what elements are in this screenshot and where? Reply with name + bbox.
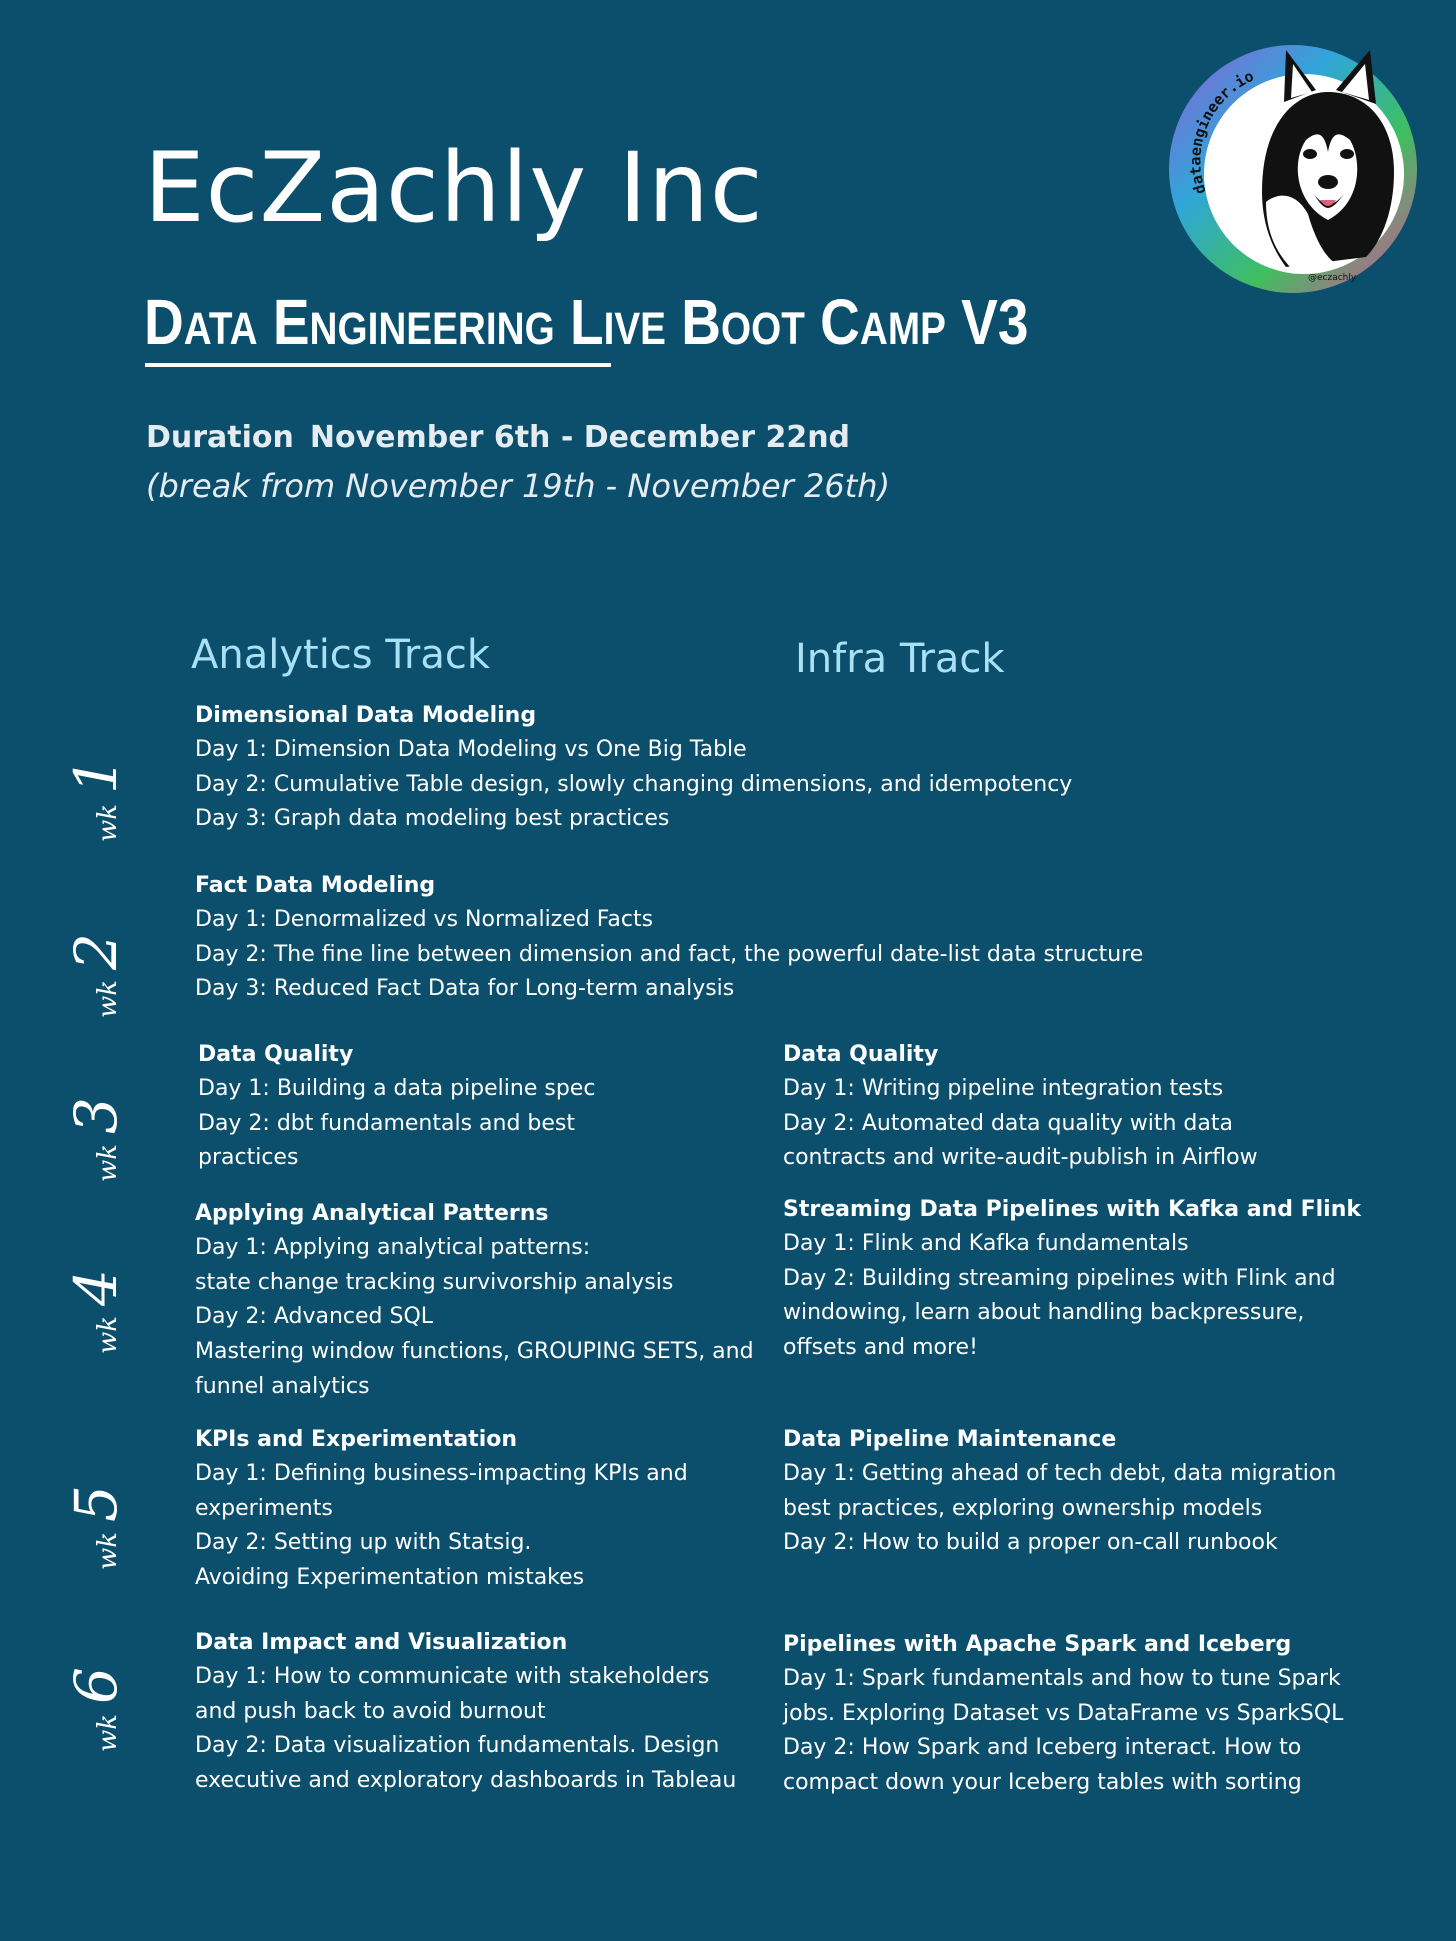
infra-block-spark-iceberg xyxy=(783,1628,1343,1801)
dataengineer-logo xyxy=(1166,42,1420,296)
infra-track-header: Infra Track xyxy=(795,636,1005,682)
block-line: windowing, learn about handling backpressure, xyxy=(783,1300,1305,1326)
block-line: Day 2: Data visualization fundamentals. Design xyxy=(195,1733,720,1759)
block-line: Day 1: Denormalized vs Normalized Facts xyxy=(195,907,654,932)
block-title: Data Quality xyxy=(198,1042,354,1067)
block-line: Day 2: How Spark and Iceberg interact. How to xyxy=(783,1735,1302,1761)
block-line: Day 1: Getting ahead of tech debt, data migration xyxy=(783,1461,1337,1486)
week-label-1: wk1 xyxy=(62,757,130,842)
block-line: Day 1: Applying analytical patterns: xyxy=(195,1235,591,1260)
week-label-2: wk2 xyxy=(62,933,130,1018)
block-line: Mastering window functions, GROUPING SETS, and xyxy=(195,1339,754,1365)
analytics-block-dimensional-modeling xyxy=(195,699,1072,837)
duration-value: November 6th - December 22nd xyxy=(309,420,851,455)
block-line: state change tracking survivorship analysis xyxy=(195,1269,674,1295)
block-line: Day 1: Dimension Data Modeling vs One Big Table xyxy=(195,737,747,762)
block-line: Day 1: Building a data pipeline spec xyxy=(198,1076,596,1101)
week-label-6: wk6 xyxy=(62,1667,130,1752)
block-title: Streaming Data Pipelines with Kafka and Flink xyxy=(783,1197,1362,1222)
infra-block-data-quality xyxy=(783,1038,1258,1176)
block-title: Pipelines with Apache Spark and Iceberg xyxy=(783,1632,1292,1657)
block-title: Applying Analytical Patterns xyxy=(195,1201,549,1226)
analytics-track-header: Analytics Track xyxy=(191,632,491,678)
block-title: Data Quality xyxy=(783,1042,939,1067)
duration xyxy=(146,420,850,455)
analytics-block-fact-modeling xyxy=(195,869,1143,1007)
block-line: experiments xyxy=(195,1495,333,1521)
block-line: Day 2: How to build a proper on-call runbook xyxy=(783,1530,1278,1556)
title-underline xyxy=(145,363,611,367)
block-line: Day 1: Flink and Kafka fundamentals xyxy=(783,1231,1189,1256)
analytics-block-data-quality xyxy=(198,1038,595,1176)
block-line: Day 2: Cumulative Table design, slowly changing dimensions, and idempotency xyxy=(195,771,1073,797)
block-line: Day 2: Automated data quality with data xyxy=(783,1110,1233,1136)
block-line: compact down your Iceberg tables with sorting xyxy=(783,1770,1302,1796)
block-line: Day 2: Setting up with Statsig. xyxy=(195,1530,532,1556)
block-line: Day 3: Graph data modeling best practices xyxy=(195,806,670,832)
week-label-3: wk3 xyxy=(62,1097,130,1182)
block-title: Data Impact and Visualization xyxy=(195,1630,568,1655)
block-line: Day 2: dbt fundamentals and best xyxy=(198,1110,576,1136)
block-line: Day 2: The fine line between dimension and fact, the powerful date-list data structure xyxy=(195,941,1144,967)
bootcamp-title: Data Engineering Live Boot Camp V3 xyxy=(144,286,1029,358)
block-title: Data Pipeline Maintenance xyxy=(783,1427,1117,1452)
block-line: best practices, exploring ownership models xyxy=(783,1495,1263,1521)
infra-block-streaming xyxy=(783,1193,1361,1366)
break-note: (break from November 19th - November 26th) xyxy=(146,467,891,505)
block-line: Day 1: Writing pipeline integration tests xyxy=(783,1076,1224,1101)
duration-label: Duration xyxy=(146,420,294,455)
analytics-block-kpis xyxy=(195,1423,688,1596)
block-line: Day 2: Building streaming pipelines with Flink and xyxy=(783,1265,1336,1291)
company-name: EcZachly Inc xyxy=(144,132,764,244)
logo-handle: @eczachly xyxy=(1308,273,1357,283)
analytics-block-impact-visualization xyxy=(195,1626,736,1799)
block-title: Dimensional Data Modeling xyxy=(195,703,537,728)
block-line: Day 3: Reduced Fact Data for Long-term analysis xyxy=(195,976,735,1002)
block-line: executive and exploratory dashboards in Tableau xyxy=(195,1768,737,1794)
block-line: Day 1: Defining business-impacting KPIs and xyxy=(195,1461,688,1486)
logo-ring-text: dataengineer.io xyxy=(1186,66,1257,197)
husky-logo-icon xyxy=(1166,42,1420,296)
infra-block-maintenance xyxy=(783,1423,1336,1561)
week-label-4: wk4 xyxy=(62,1269,130,1354)
analytics-block-analytical-patterns xyxy=(195,1197,754,1405)
block-line: offsets and more! xyxy=(783,1335,978,1361)
block-title: Fact Data Modeling xyxy=(195,873,436,898)
block-line: Day 1: Spark fundamentals and how to tune Spark xyxy=(783,1666,1341,1691)
block-line: contracts and write-audit-publish in Airflow xyxy=(783,1145,1258,1171)
block-line: practices xyxy=(198,1145,299,1171)
block-line: and push back to avoid burnout xyxy=(195,1698,546,1724)
week-label-5: wk5 xyxy=(62,1485,130,1570)
block-title: KPIs and Experimentation xyxy=(195,1427,518,1452)
block-line: jobs. Exploring Dataset vs DataFrame vs SparkSQL xyxy=(783,1700,1344,1726)
block-line: Avoiding Experimentation mistakes xyxy=(195,1565,585,1591)
block-line: Day 2: Advanced SQL xyxy=(195,1304,434,1330)
block-line: funnel analytics xyxy=(195,1373,370,1399)
block-line: Day 1: How to communicate with stakeholders xyxy=(195,1664,710,1689)
